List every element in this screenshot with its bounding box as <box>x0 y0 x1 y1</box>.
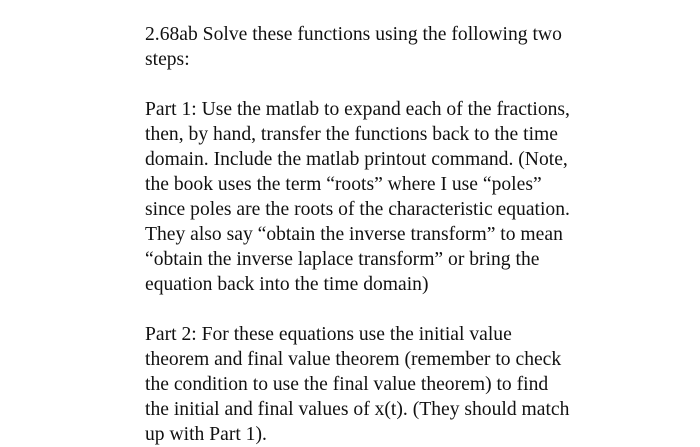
part1-line: Part 1: Use the matlab to expand each of the fractions, <box>145 99 570 120</box>
part1-paragraph <box>145 97 615 297</box>
part2-line: up with Part 1). <box>145 424 267 445</box>
part2-line: Part 2: For these equations use the initial value <box>145 324 512 345</box>
part1-line: the book uses the term “roots” where I use “poles” <box>145 174 542 195</box>
header-line: 2.68ab Solve these functions using the following two <box>145 24 562 45</box>
paragraph-gap <box>145 72 615 97</box>
part1-line: domain. Include the matlab printout command. (Note, <box>145 149 568 170</box>
part1-line: then, by hand, transfer the functions back to the time <box>145 124 558 145</box>
part1-line: equation back into the time domain) <box>145 274 429 295</box>
header-line: steps: <box>145 49 190 70</box>
part2-line: the initial and final values of x(t). (They should match <box>145 399 570 420</box>
part1-line: since poles are the roots of the characteristic equation. <box>145 199 570 220</box>
part1-line: “obtain the inverse laplace transform” or bring the <box>145 249 540 270</box>
paragraph-gap <box>145 297 615 322</box>
problem-header <box>145 22 615 72</box>
part2-line: the condition to use the final value theorem) to find <box>145 374 549 395</box>
problem-text <box>145 22 615 447</box>
part1-line: They also say “obtain the inverse transform” to mean <box>145 224 563 245</box>
part2-paragraph <box>145 322 615 447</box>
part2-line: theorem and final value theorem (remember to check <box>145 349 562 370</box>
